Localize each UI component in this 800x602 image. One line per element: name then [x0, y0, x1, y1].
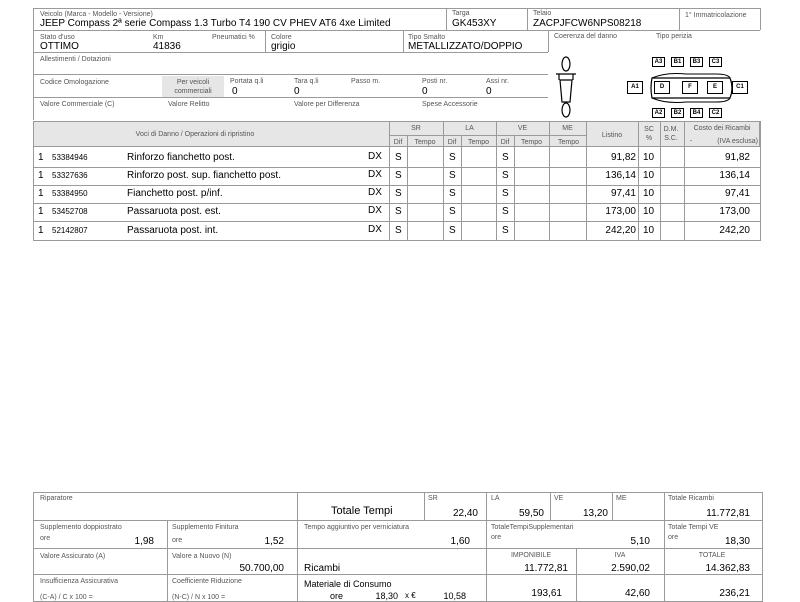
damage-zone-a2[interactable]: A2 — [652, 108, 665, 118]
divider — [297, 492, 298, 602]
vehicle-seats: 0 — [422, 86, 428, 97]
row-code: 52142807 — [52, 226, 88, 235]
label-accessory-expense: Spese Accessorie — [422, 101, 478, 108]
divider — [760, 8, 761, 30]
divider — [446, 8, 447, 30]
damage-zone-f[interactable]: F — [682, 81, 698, 94]
damage-zone-c1[interactable]: C1 — [732, 81, 748, 94]
material-totale: 236,21 — [719, 588, 750, 599]
label-sup-finish: Supplemento Finitura — [172, 524, 239, 531]
damage-zone-b2[interactable]: B2 — [671, 108, 684, 118]
col-sr-dif: Dif — [393, 139, 403, 146]
label-commercial-value: Valore Commerciale (C) — [40, 101, 115, 108]
label-frame: Telaio — [533, 10, 552, 17]
col-iva-excl: (IVA esclusa) — [717, 138, 758, 145]
col-la-dif: Dif — [447, 139, 457, 146]
row-ve: S — [502, 206, 509, 217]
label-summary-ve: VE — [554, 495, 564, 502]
col-sc: SC — [644, 126, 654, 133]
row-sc: 10 — [643, 225, 655, 236]
row-sc: 10 — [643, 206, 655, 217]
divider — [389, 135, 586, 136]
row-la: S — [449, 188, 456, 199]
label-extra-time: Tempo aggiuntivo per verniciatura — [304, 524, 410, 531]
row-sc: 10 — [643, 170, 655, 181]
row-side: DX — [368, 187, 382, 198]
label-material-ore: ore — [330, 591, 344, 601]
row-ve: S — [502, 170, 509, 181]
label-new-value: Valore a Nuovo (N) — [172, 553, 232, 560]
row-sr: S — [395, 170, 402, 181]
col-costo: Costo dei Ricambi — [693, 125, 751, 132]
label-plate: Targa — [452, 10, 470, 17]
row-costo: 91,82 — [724, 152, 750, 163]
label-step: Passo m. — [351, 78, 381, 85]
row-la: S — [449, 152, 456, 163]
row-desc: Passaruota post. int. — [127, 225, 219, 236]
divider — [33, 74, 548, 75]
damage-zone-d[interactable]: D — [654, 81, 670, 94]
table-row[interactable] — [33, 203, 760, 221]
divider — [33, 52, 548, 53]
table-row[interactable] — [33, 185, 760, 203]
formula-ca: (C-A) / C x 100 = — [40, 594, 93, 601]
material-imponibile: 193,61 — [531, 588, 562, 599]
damage-zone-c2[interactable]: C2 — [709, 108, 722, 118]
vehicle-name: JEEP Compass 2ª serie Compass 1.3 Turbo T4 190 CV PHEV AT6 4xe Limited — [40, 18, 391, 29]
col-sr: SR — [411, 125, 421, 132]
row-ve: S — [502, 225, 509, 236]
row-la: S — [449, 170, 456, 181]
label-total-extra-ore: ore — [491, 534, 502, 541]
label-imponibile: IMPONIBILE — [510, 552, 552, 559]
row-la: S — [449, 225, 456, 236]
col-dm: D.M. — [663, 126, 679, 133]
damage-zone-e[interactable]: E — [707, 81, 723, 94]
label-paint: Tipo Smalto — [408, 34, 446, 41]
summary-total-ve: 18,30 — [724, 536, 750, 547]
summary-ve: 13,20 — [582, 508, 608, 519]
label-capacity: Portata q.li — [230, 78, 264, 85]
vehicle-plate: GK453XY — [452, 18, 497, 29]
divider — [679, 8, 680, 30]
col-ve: VE — [517, 125, 528, 132]
formula-nc: (N-C) / N x 100 = — [172, 594, 226, 601]
row-listino: 91,82 — [610, 152, 636, 163]
label-material-x: x € — [405, 591, 416, 600]
summary-total-extra: 5,10 — [630, 536, 650, 547]
vehicle-axles: 0 — [486, 86, 492, 97]
label-wreck-value: Valore Relitto — [168, 101, 210, 108]
row-qty: 1 — [38, 152, 44, 163]
label-total-ve: Totale Tempi VE — [668, 524, 719, 531]
row-desc: Rinforzo fianchetto post. — [127, 152, 235, 163]
label-seats: Posti nr. — [422, 78, 448, 85]
row-desc: Rinforzo post. sup. fianchetto post. — [127, 170, 281, 181]
damage-zone-b3[interactable]: B3 — [690, 57, 703, 67]
vehicle-color: grigio — [271, 41, 296, 52]
summary-sup-double: 1,98 — [134, 536, 154, 547]
divider — [548, 30, 549, 52]
label-sup-finish-ore: ore — [172, 537, 183, 544]
row-sc: 10 — [643, 152, 655, 163]
summary-extra-time: 1,60 — [450, 536, 470, 547]
table-row[interactable] — [33, 167, 760, 185]
row-sr: S — [395, 206, 402, 217]
vehicle-tare: 0 — [294, 86, 300, 97]
label-summary-la: LA — [491, 495, 500, 502]
summary-sr: 22,40 — [452, 508, 478, 519]
row-costo: 97,41 — [724, 188, 750, 199]
row-la: S — [449, 206, 456, 217]
label-homologation: Codice Omologazione — [40, 79, 109, 86]
label-summary-me: ME — [616, 495, 627, 502]
label-equipment: Allestimenti / Dotazioni — [40, 56, 111, 63]
label-insufficiency: Insufficienza Assicurativa — [40, 578, 119, 585]
label-first-registration: 1° Immatricolazione — [685, 12, 747, 19]
summary-la: 59,50 — [518, 508, 544, 519]
divider — [33, 574, 763, 575]
summary-sup-finish: 1,52 — [264, 536, 284, 547]
divider — [527, 8, 528, 30]
header-top-border — [33, 8, 760, 9]
label-commercial: Per veicoli commerciali — [174, 79, 212, 95]
row-listino: 136,14 — [605, 170, 636, 181]
summary-material-rate: 10,58 — [443, 591, 466, 601]
label-tare: Tara q.li — [294, 78, 319, 85]
label-km: Km — [153, 34, 164, 41]
damage-zone-b4[interactable]: B4 — [690, 108, 703, 118]
row-listino: 173,00 — [605, 206, 636, 217]
divider — [33, 548, 763, 549]
col-sr-tempo: Tempo — [414, 139, 436, 146]
divider — [265, 30, 266, 52]
label-difference-value: Valore per Differenza — [294, 101, 360, 108]
damage-zone-c3[interactable]: C3 — [709, 57, 722, 67]
row-sr: S — [395, 152, 402, 163]
row-qty: 1 — [38, 188, 44, 199]
label-total-parts: Totale Ricambi — [668, 495, 714, 502]
row-qty: 1 — [38, 170, 44, 181]
divider — [33, 30, 760, 31]
divider — [33, 97, 548, 98]
label-summary-sr: SR — [428, 495, 438, 502]
label-state: Stato d'uso — [40, 34, 75, 41]
row-code: 53384950 — [52, 189, 88, 198]
divider — [612, 492, 613, 520]
label-repairer: Riparatore — [40, 495, 73, 502]
col-sc2: S.C. — [664, 135, 678, 142]
col-me: ME — [562, 125, 573, 132]
table-row[interactable] — [33, 222, 760, 240]
row-qty: 1 — [38, 225, 44, 236]
vehicle-frame: ZACPJFCW6NPS08218 — [533, 18, 642, 29]
divider — [33, 8, 34, 120]
table-row[interactable] — [33, 149, 760, 167]
row-code: 53327636 — [52, 171, 88, 180]
col-la-tempo: Tempo — [467, 139, 489, 146]
label-total-ve-ore: ore — [668, 534, 679, 541]
row-listino: 242,20 — [605, 225, 636, 236]
row-sr: S — [395, 188, 402, 199]
vehicle-capacity: 0 — [232, 86, 238, 97]
row-ve: S — [502, 152, 509, 163]
row-costo: 242,20 — [719, 225, 750, 236]
label-iva: IVA — [614, 552, 626, 559]
col-ve-dif: Dif — [500, 139, 510, 146]
label-tires: Pneumatici % — [212, 34, 255, 41]
divider — [33, 520, 763, 521]
damage-zone-a3[interactable]: A3 — [652, 57, 665, 67]
divider — [403, 30, 404, 52]
row-side: DX — [368, 169, 382, 180]
motorcycle-icon — [546, 52, 586, 122]
label-coherence: Coerenza del danno — [554, 33, 618, 40]
ricambi-imponibile: 11.772,81 — [524, 563, 568, 574]
label-vehicle: Veicolo (Marca - Modello - Versione) — [40, 11, 153, 18]
col-sc-pct: % — [645, 135, 653, 142]
label-material: Materiale di Consumo — [304, 579, 392, 589]
label-axles: Assi nr. — [486, 78, 509, 85]
label-insured-value: Valore Assicurato (A) — [40, 553, 106, 560]
ricambi-totale: 14.362,83 — [705, 563, 750, 574]
damage-zone-a1[interactable]: A1 — [627, 81, 643, 94]
row-side: DX — [368, 224, 382, 235]
vehicle-state: OTTIMO — [40, 41, 79, 52]
col-ve-tempo: Tempo — [520, 139, 542, 146]
row-costo: 136,14 — [719, 170, 750, 181]
label-appraisal: Tipo perizia — [656, 33, 692, 40]
row-costo: 173,00 — [719, 206, 750, 217]
col-la: LA — [465, 125, 474, 132]
label-total-times: Totale Tempi — [331, 505, 393, 517]
row-sc: 10 — [643, 188, 655, 199]
divider — [664, 492, 665, 602]
row-ve: S — [502, 188, 509, 199]
label-totale: TOTALE — [698, 552, 726, 559]
row-side: DX — [368, 205, 382, 216]
label-sup-double-ore: ore — [40, 535, 51, 542]
label-total-extra: TotaleTempiSupplementari — [491, 524, 574, 531]
row-qty: 1 — [38, 206, 44, 217]
row-sr: S — [395, 225, 402, 236]
row-desc: Fianchetto post. p/inf. — [127, 188, 223, 199]
damage-zone-b1[interactable]: B1 — [671, 57, 684, 67]
vehicle-km: 41836 — [153, 41, 181, 52]
divider — [167, 520, 168, 602]
summary-new-value: 50.700,00 — [239, 563, 284, 574]
divider — [33, 240, 760, 241]
summary-material-ore: 18,30 — [375, 591, 398, 601]
label-ricambi: Ricambi — [304, 563, 341, 574]
col-me-tempo: Tempo — [557, 139, 579, 146]
row-code: 53452708 — [52, 207, 88, 216]
material-iva: 42,60 — [624, 588, 650, 599]
divider — [760, 121, 761, 241]
col-voci: Voci di Danno / Operazioni di ripristino — [135, 131, 255, 138]
row-code: 53384946 — [52, 153, 88, 162]
col-costo-dash: - — [689, 138, 693, 145]
ricambi-iva: 2.590,02 — [611, 563, 650, 574]
row-side: DX — [368, 151, 382, 162]
row-desc: Passaruota post. est. — [127, 206, 221, 217]
label-color: Colore — [271, 34, 292, 41]
col-listino: Listino — [601, 132, 623, 139]
label-sup-double: Supplemento doppiostrato — [40, 524, 122, 531]
label-reduction: Coefficiente Riduzione — [172, 578, 242, 585]
vehicle-paint: METALLIZZATO/DOPPIO — [408, 41, 523, 52]
summary-total-parts: 11.772,81 — [706, 508, 750, 519]
row-listino: 97,41 — [610, 188, 636, 199]
